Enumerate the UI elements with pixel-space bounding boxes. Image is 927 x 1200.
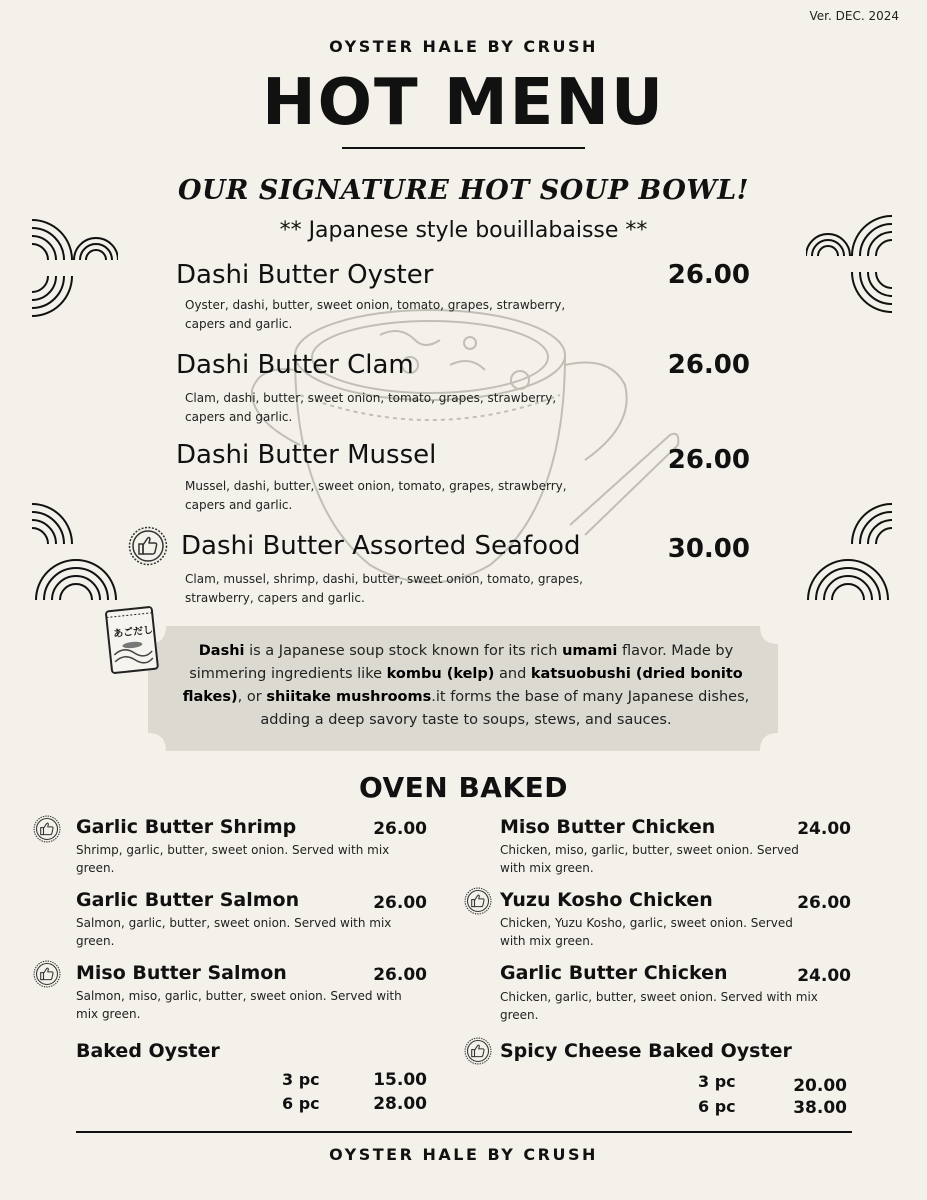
thumbs-up-badge-icon bbox=[464, 887, 492, 915]
oven-item-description: Salmon, garlic, butter, sweet onion. Served with mix green. bbox=[76, 916, 392, 948]
oven-item-price: 24.00 bbox=[797, 966, 851, 986]
concentric-circles-icon bbox=[806, 502, 892, 602]
concentric-circles-icon bbox=[32, 218, 118, 318]
oven-item-description: Chicken, garlic, butter, sweet onion. Served with mix green. bbox=[500, 990, 818, 1022]
oven-item-name: Garlic Butter Shrimp bbox=[76, 816, 297, 838]
thumbs-up-badge-icon bbox=[128, 526, 168, 566]
soup-item-name: Dashi Butter Assorted Seafood bbox=[181, 531, 581, 561]
oyster-quantity: 3 pc bbox=[698, 1072, 736, 1091]
oyster-quantity: 6 pc bbox=[698, 1097, 736, 1116]
soup-item-price: 26.00 bbox=[667, 350, 750, 380]
oven-item-description: Chicken, Yuzu Kosho, garlic, sweet onion. Served with mix green. bbox=[500, 916, 793, 948]
oven-item-price: 26.00 bbox=[373, 819, 427, 839]
oyster-price: 28.00 bbox=[373, 1094, 427, 1114]
soup-item-description: Clam, mussel, shrimp, dashi, butter, sweet onion, tomato, grapes, strawberry, capers and garlic. bbox=[185, 572, 583, 605]
soup-item-description: Mussel, dashi, butter, sweet onion, tomato, grapes, strawberry, capers and garlic. bbox=[185, 479, 567, 512]
brand-name-bottom: OYSTER HALE BY CRUSH bbox=[329, 1145, 598, 1164]
title-divider bbox=[342, 147, 585, 149]
soup-item-description: Clam, dashi, butter, sweet onion, tomato, grapes, strawberry, capers and garlic. bbox=[185, 391, 557, 424]
oven-item-description: Shrimp, garlic, butter, sweet onion. Served with mix green. bbox=[76, 843, 390, 875]
oven-item-price: 24.00 bbox=[797, 819, 851, 839]
oven-item-name: Spicy Cheese Baked Oyster bbox=[500, 1040, 792, 1062]
oyster-quantity: 3 pc bbox=[282, 1070, 320, 1089]
dashi-pack-icon bbox=[103, 605, 161, 677]
signature-heading: OUR SIGNATURE HOT SOUP BOWL! bbox=[177, 175, 750, 206]
thumbs-up-badge-icon bbox=[33, 960, 61, 988]
oven-item-price: 26.00 bbox=[373, 965, 427, 985]
oven-baked-heading: OVEN BAKED bbox=[358, 771, 569, 804]
version-label: Ver. DEC. 2024 bbox=[809, 9, 899, 23]
soup-item-price: 26.00 bbox=[667, 445, 750, 475]
soup-item-price: 26.00 bbox=[667, 260, 750, 290]
menu-title: HOT MENU bbox=[262, 66, 665, 140]
oyster-price: 20.00 bbox=[793, 1076, 847, 1096]
oven-item-description: Chicken, miso, garlic, butter, sweet onion. Served with mix green. bbox=[500, 843, 799, 875]
oven-item-price: 26.00 bbox=[797, 893, 851, 913]
dashi-pack-label: あごだし bbox=[112, 624, 154, 641]
oyster-price: 15.00 bbox=[373, 1070, 427, 1090]
oven-item-name: Miso Butter Chicken bbox=[500, 816, 716, 838]
oven-item-price: 26.00 bbox=[373, 893, 427, 913]
soup-item-name: Dashi Butter Oyster bbox=[176, 260, 434, 290]
oven-item-name: Garlic Butter Salmon bbox=[76, 889, 300, 911]
oven-item-name: Yuzu Kosho Chicken bbox=[500, 889, 713, 911]
thumbs-up-badge-icon bbox=[33, 815, 61, 843]
footer-divider bbox=[76, 1131, 852, 1133]
oven-item-name: Miso Butter Salmon bbox=[76, 962, 287, 984]
oven-item-name: Garlic Butter Chicken bbox=[500, 962, 728, 984]
oven-item-description: Salmon, miso, garlic, butter, sweet onion. Served with mix green. bbox=[76, 989, 402, 1021]
oyster-price: 38.00 bbox=[793, 1098, 847, 1118]
soup-item-name: Dashi Butter Clam bbox=[176, 350, 414, 380]
signature-subheading: ** Japanese style bouillabaisse ** bbox=[279, 218, 648, 243]
soup-item-description: Oyster, dashi, butter, sweet onion, tomato, grapes, strawberry, capers and garlic. bbox=[185, 298, 566, 331]
concentric-circles-icon bbox=[32, 502, 118, 602]
soup-item-name: Dashi Butter Mussel bbox=[176, 440, 437, 470]
thumbs-up-badge-icon bbox=[464, 1037, 492, 1065]
oven-item-name: Baked Oyster bbox=[76, 1040, 220, 1062]
oyster-quantity: 6 pc bbox=[282, 1094, 320, 1113]
brand-name-top: OYSTER HALE BY CRUSH bbox=[329, 37, 598, 56]
soup-item-price: 30.00 bbox=[667, 534, 750, 564]
concentric-circles-icon bbox=[806, 214, 892, 314]
dashi-description: Dashi is a Japanese soup stock known for its rich umami flavor. Made by simmering ingredients like kombu (kelp) and katsuobushi (dried bonito flakes), or shiitake mushrooms.it forms the base of many Japanese dishes, adding a deep savory taste to soups, stews, and sauces. bbox=[182, 643, 750, 728]
